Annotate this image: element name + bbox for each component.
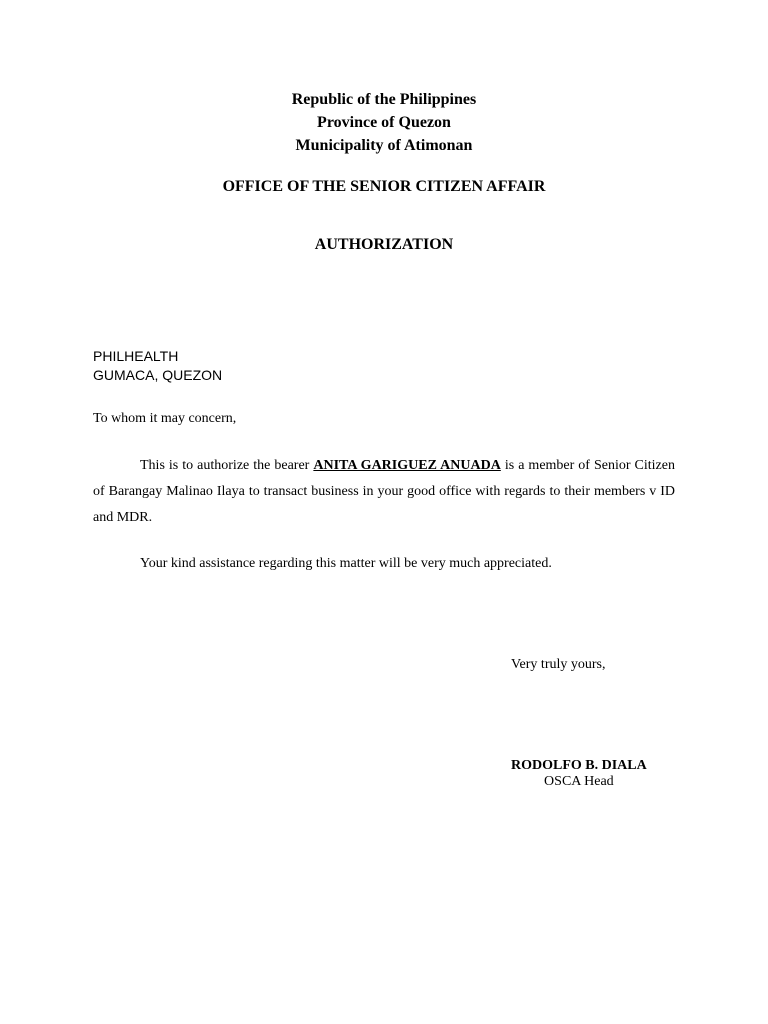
document-title: AUTHORIZATION (314, 236, 454, 253)
body-paragraph (93, 453, 675, 531)
closing-paragraph: Your kind assistance regarding this matter will be very much appreciated. (140, 556, 552, 571)
signatory-position: OSCA Head (544, 774, 614, 789)
bearer-name: ANITA GARIGUEZ ANUADA (313, 458, 501, 473)
signatory-block (511, 758, 647, 790)
letterhead (0, 88, 768, 157)
addressee-block (93, 347, 222, 385)
body-intro: This is to authorize the bearer (140, 458, 314, 473)
salutation: To whom it may concern, (93, 411, 237, 426)
addressee-organization: PHILHEALTH (93, 348, 179, 364)
body-rest: is a member of Senior Citizen of Barangay Malinao Ilaya to transact business in your good office with regards to their members v ID and MDR. (93, 458, 675, 525)
letterhead-republic: Republic of the Philippines (291, 91, 477, 108)
letterhead-province: Province of Quezon (317, 114, 451, 131)
office-name: OFFICE OF THE SENIOR CITIZEN AFFAIR (222, 178, 546, 195)
signatory-name: RODOLFO B. DIALA (511, 758, 647, 773)
letterhead-municipality: Municipality of Atimonan (295, 137, 473, 154)
valediction: Very truly yours, (511, 657, 606, 672)
addressee-location: GUMACA, QUEZON (93, 367, 223, 383)
